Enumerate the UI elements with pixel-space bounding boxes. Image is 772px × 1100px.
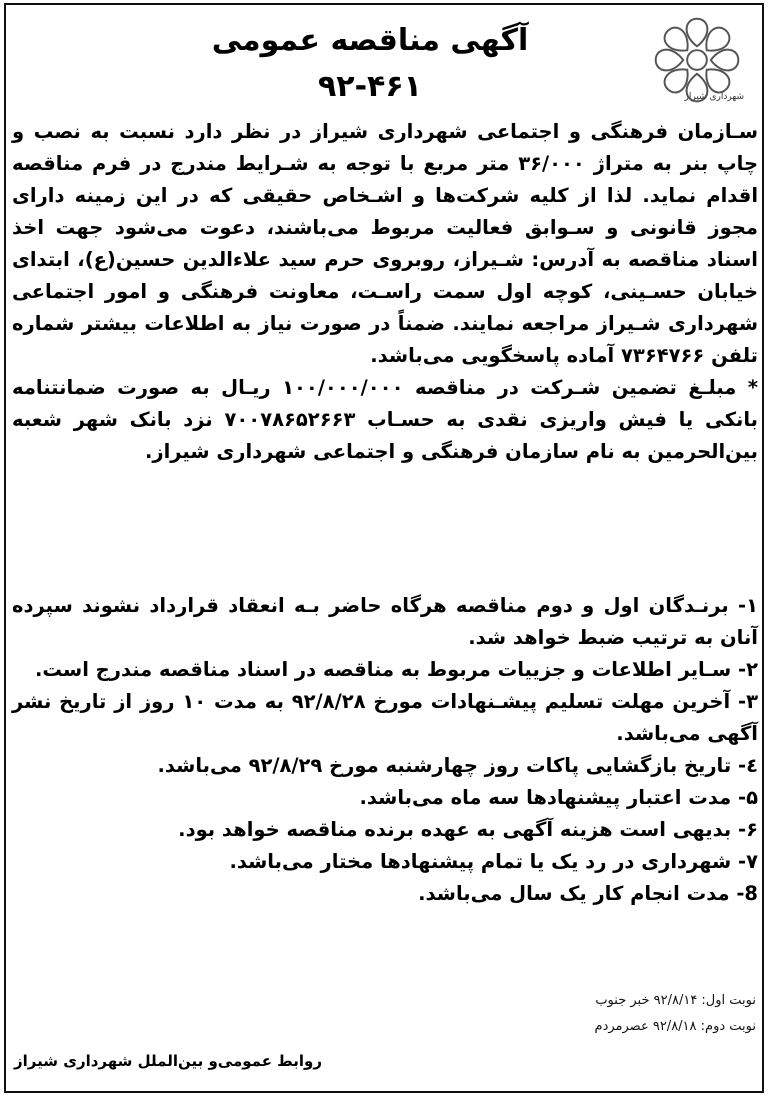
intro-paragraph: سـازمان فرهنگی و اجتماعی شهرداری شیراز در نظر دارد نسبت به نصب و چاپ بنر به متراژ ۳۶/۰۰۰ متر مربع با توجه به شـرایط مندرج در فرم مناقصه اقدام نماید. لذا از کلیه شرکت‌ها و اشـخاص حقیقی که در این زمینه دارای مجوز قانونی و سـوابق فعالیت مربوط می‌باشند، دعوت می‌شود جهت اخذ اسناد مناقصه به آدرس: شـیراز، روبروی حرم سید علاءالدین حسین(ع)، ابتدای خیابان حسـینی، کوچه اول سمت راسـت، معاونت فرهنگی و امور اجتماعی شهرداری شـیراز مراجعه نمایند. ضمناً در صورت نیاز به اطلاعات بیشتر شماره تلفن ۷۳۶۴۷۶۶ آماده پاسخگویی می‌باشد.: [12, 120, 759, 367]
tender-number: ۹۲-۴۶۱: [317, 69, 422, 104]
second-publication-notice: نوبت دوم: ۹۲/۸/۱۸ عصرمردم: [594, 1019, 756, 1034]
conditions-list: [12, 590, 758, 910]
logo-text: شهرداری شیراز: [684, 92, 744, 102]
condition-item: ۲- سـایر اطلاعات و جزییات مربوط به مناقصه در اسناد مناقصه مندرج است.: [34, 658, 758, 681]
condition-item: ۱- برنـدگان اول و دوم مناقصه هرگاه حاضر بـه انعقاد قرارداد نشوند سپرده آنان به ترتیب ضبط خواهد شد.: [12, 594, 758, 649]
condition-item: ۳- آخرین مهلت تسلیم پیشـنهادات مورخ ۹۲/۸/۲۸ به مدت ۱۰ روز از تاریخ نشر آگهی می‌باشد.: [12, 690, 758, 745]
tender-body: [12, 116, 758, 468]
condition-item: ۵- مدت اعتبار پیشنهادها سه ماه می‌باشد.: [359, 786, 758, 809]
first-publication-notice: نوبت اول: ۹۲/۸/۱۴ خبر جنوب: [595, 993, 756, 1008]
page-title: آگهی مناقصه عمومی: [211, 23, 529, 58]
condition-item: ٤- تاریخ بازگشایی پاکات روز چهارشنبه مورخ ۹۲/۸/۲۹ می‌باشد.: [157, 754, 758, 777]
footer-signature: روابط عمومی‌و بین‌الملل شهرداری شیراز: [14, 1052, 322, 1070]
condition-item: ۷- شهرداری در رد یک یا تمام پیشنهادها مختار می‌باشد.: [229, 850, 758, 873]
guarantee-paragraph: * مبلـغ تضمین شـرکت در مناقصه ۱۰۰/۰۰۰/۰۰۰ ریـال به صورت ضمانتنامه بانکی یا فیش واریزی نقدی به حسـاب ۷۰۰۷۸۶۵۲۶۶۳ نزد بانک شهر شعبه بین‌الحرمین به نام سازمان فرهنگی و اجتماعی شهرداری شیراز.: [12, 376, 758, 463]
condition-item: 8- مدت انجام کار یک سال می‌باشد.: [418, 882, 758, 905]
condition-item: ۶- بدیهی است هزینه آگهی به عهده برنده مناقصه خواهد بود.: [178, 818, 758, 841]
